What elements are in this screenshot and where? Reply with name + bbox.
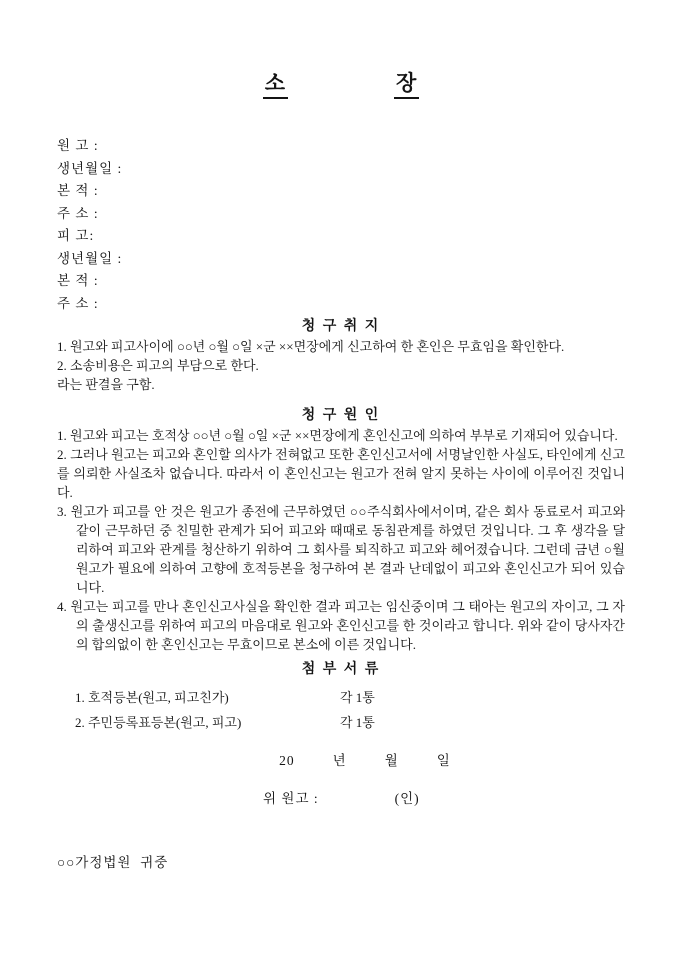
- date-day-label: 일: [436, 753, 451, 768]
- attachment-quantity: 각 1통: [340, 715, 375, 730]
- attachments-section: [57, 660, 625, 735]
- plaintiff-label: 원 고 :: [57, 138, 99, 153]
- document-title-char-left: 소: [263, 70, 288, 99]
- plaintiff-domicile-label: 본 적 :: [57, 183, 99, 198]
- document-title-char-right: 장: [394, 70, 419, 99]
- date-month-label: 월: [384, 753, 399, 768]
- attachment-name: 2. 주민등록표등본(원고, 피고): [75, 715, 242, 730]
- defendant-label: 피 고:: [57, 228, 95, 243]
- defendant-address-label: 주 소 :: [57, 295, 99, 311]
- cause-paragraph-1: 1. 원고와 피고는 호적상 ○○년 ○월 ○일 ×군 ××면장에게 혼인신고에 의하여 부부로 기재되어 있습니다.: [57, 428, 618, 443]
- cause-section: [57, 406, 629, 654]
- party-info-block: [57, 135, 625, 315]
- attachment-item: [57, 685, 625, 710]
- date-line: [81, 751, 649, 771]
- defendant-domicile-label: 본 적 :: [57, 273, 99, 288]
- attachment-quantity: 각 1통: [340, 690, 375, 705]
- signature-plaintiff-label: 위 원고 :: [263, 791, 319, 806]
- cause-paragraph-3: 3. 원고가 피고를 안 것은 원고가 종전에 근무하였던 ○○주식회사에서이며, 같은 회사 동료로서 피고와 같이 근무하던 중 친밀한 관계가 되어 피고와 때때로 동침관계를 하였던 것입니다. 그 후 생각을 달리하여 피고와 관계를 청산하기 위하여 그 회사를 퇴직하고 피고와 헤어졌습니다. 그런데 금년 ○월 원고가 필요에 의하여 고향에 호적등본을 청구하여 본 결과 난데없이 피고와 혼인신고가 되어 있습니다.: [57, 504, 629, 595]
- document-title: [57, 70, 625, 99]
- claim-footer: 라는 판결을 구함.: [57, 377, 155, 392]
- date-year-prefix: 20: [279, 753, 295, 768]
- plaintiff-address-label: 주 소 :: [57, 205, 99, 221]
- attachments-list: [57, 685, 625, 735]
- cause-paragraph-2: 2. 그러나 원고는 피고와 혼인할 의사가 전혀없고 또한 혼인신고서에 서명날인한 사실도, 타인에게 신고를 의뢰한 사실조차 없습니다. 따라서 이 혼인신고는 원고가 전혀 알지 못하는 사이에 이루어진 것입니다.: [57, 447, 625, 500]
- signature-seal-mark: (인): [394, 791, 420, 806]
- defendant-birthdate-label: 생년월일 :: [57, 250, 123, 266]
- attachment-item: [57, 710, 625, 735]
- cause-section-heading: 청 구 원 인: [301, 408, 381, 423]
- claim-item-2: 2. 소송비용은 피고의 부담으로 한다.: [57, 358, 259, 373]
- attachment-name: 1. 호적등본(원고, 피고친가): [75, 690, 229, 705]
- plaintiff-birthdate-label: 생년월일 :: [57, 160, 123, 176]
- cause-paragraph-4: 4. 원고는 피고를 만나 혼인신고사실을 확인한 결과 피고는 임신중이며 그 태아는 원고의 자이고, 그 자의 출생신고를 위하여 피고의 마음대로 원고와 혼인신고를 한 것이라고 합니다. 위와 같이 당사자간의 합의없이 한 혼인신고는 무효이므로 본소에 이른 것입니다.: [57, 599, 625, 652]
- attachments-section-heading: 첨 부 서 류: [301, 662, 381, 677]
- claim-item-1: 1. 원고와 피고사이에 ○○년 ○월 ○일 ×군 ××면장에게 신고하여 한 혼인은 무효임을 확인한다.: [57, 339, 565, 354]
- court-addressee: ○○가정법원 귀중: [57, 855, 169, 870]
- claim-section: [57, 317, 625, 394]
- signature-line: [57, 789, 625, 809]
- claim-section-heading: 청 구 취 지: [301, 319, 381, 334]
- date-year-label: 년: [332, 753, 347, 768]
